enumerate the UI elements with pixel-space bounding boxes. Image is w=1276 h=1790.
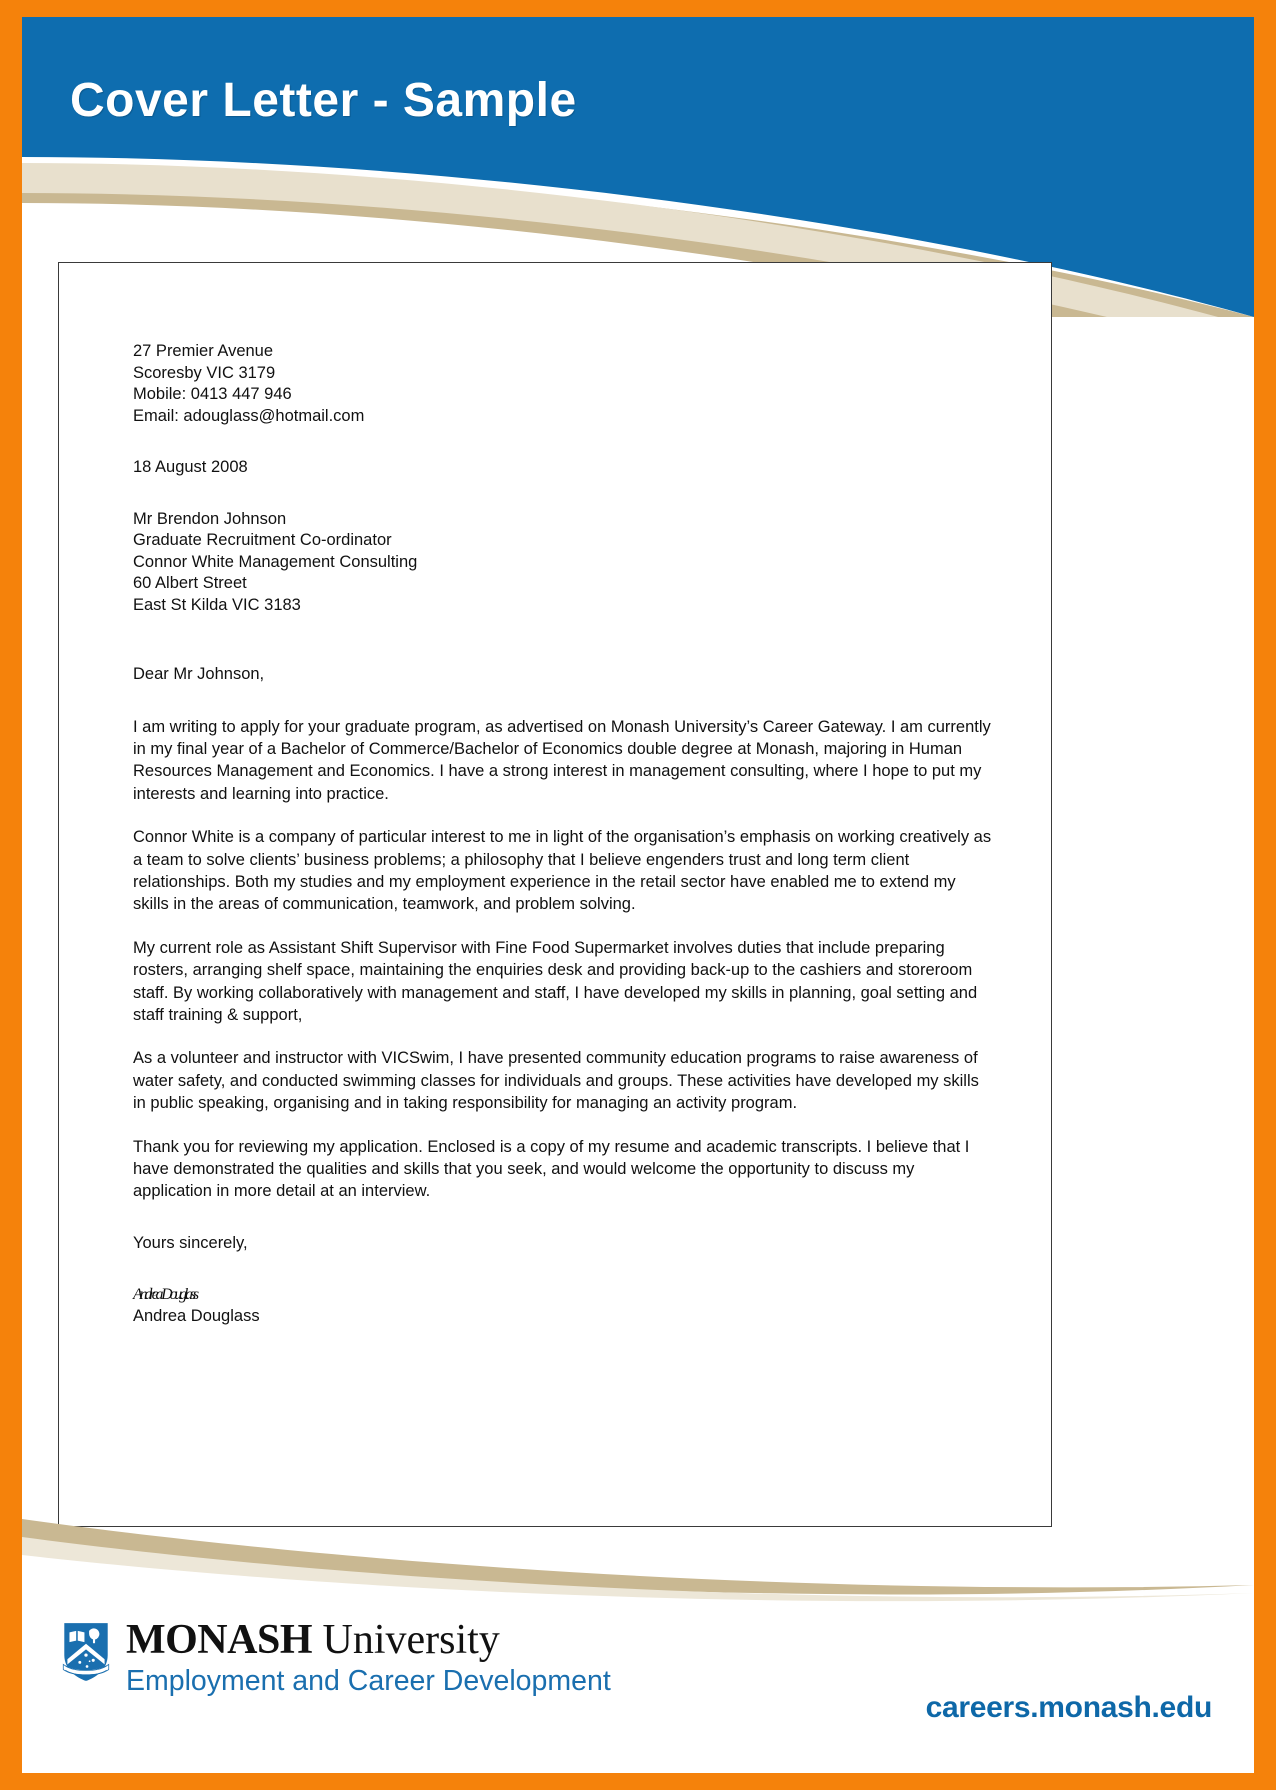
letter-paragraph: As a volunteer and instructor with VICSwim, I have presented community education programs to raise awareness of water safety, and conducted swimming classes for individuals and groups. These activities have developed my skills in public speaking, organising and in taking responsibility for managing an activity program.	[133, 1049, 979, 1113]
spacer	[133, 686, 995, 716]
spacer	[133, 1254, 995, 1284]
page-title: Cover Letter - Sample	[70, 74, 577, 127]
spacer	[133, 1026, 995, 1047]
monash-logo	[60, 1617, 611, 1697]
signature-name: Andrea Douglass	[133, 1306, 260, 1325]
recipient-address-line: 60 Albert Street	[133, 574, 247, 592]
letter-paragraph: My current role as Assistant Shift Supervisor with Fine Food Supermarket involves duties that include preparing rosters, arranging shelf space, maintaining the enquiries desk and providing back-up to the cashiers and storeroom staff. By working collaboratively with management and staff, I have developed my skills in planning, goal setting and staff training & support,	[133, 938, 978, 1024]
sender-address-line: Scoresby VIC 3179	[133, 363, 276, 382]
letter-body-box	[58, 262, 1052, 1527]
monash-wordmark	[126, 1617, 611, 1697]
letter-date: 18 August 2008	[133, 458, 248, 476]
sender-address-line: Email: adouglass@hotmail.com	[133, 406, 365, 425]
sender-address-line: 27 Premier Avenue	[133, 342, 274, 360]
recipient-address-line: Graduate Recruitment Co-ordinator	[133, 531, 392, 549]
monash-crest-icon	[60, 1621, 112, 1683]
spacer	[133, 479, 995, 509]
spacer	[133, 427, 995, 457]
letter-paragraph: Connor White is a company of particular interest to me in light of the organisation’s emphasis on working creatively as a team to solve clients’ business problems; a philosophy that I believe engenders trust and long term client relationships. Both my studies and my employment experience in the retail sector have enabled me to extend my skills in the areas of communication, teamwork, and problem solving.	[133, 828, 992, 914]
sender-address-block	[133, 341, 995, 427]
careers-url-link[interactable]: careers.monash.edu	[925, 1691, 1212, 1724]
recipient-address-line: Connor White Management Consulting	[133, 552, 418, 571]
spacer	[133, 805, 995, 826]
sender-address-line: Mobile: 0413 447 946	[133, 385, 292, 403]
letter-closing: Yours sincerely,	[133, 1233, 248, 1252]
spacer	[133, 616, 995, 664]
wordmark-university: University	[312, 1617, 500, 1663]
letter-content	[133, 341, 995, 1327]
page-footer	[22, 1617, 1254, 1757]
spacer	[133, 916, 995, 937]
letter-paragraph: I am writing to apply for your graduate program, as advertised on Monash University’s Career Gateway. I am currently in my final year of a Bachelor of Commerce/Bachelor of Economics double degree at Monash, majoring in Human Resources Management and Economics. I have a strong interest in management consulting, where I hope to put my interests and learning into practice.	[133, 717, 991, 803]
signature-script: Andrea Douglass	[133, 1286, 196, 1304]
recipient-address-block	[133, 509, 995, 617]
spacer	[133, 1203, 995, 1233]
wordmark-monash: MONASH	[126, 1617, 312, 1663]
spacer	[133, 1115, 995, 1136]
monash-tagline: Employment and Career Development	[126, 1665, 611, 1697]
recipient-address-line: East St Kilda VIC 3183	[133, 595, 301, 614]
page-canvas	[22, 17, 1254, 1773]
salutation: Dear Mr Johnson,	[133, 665, 265, 683]
monash-wordmark-line	[126, 1617, 611, 1663]
letter-paragraph: Thank you for reviewing my application. Enclosed is a copy of my resume and academic transcripts. I believe that I have demonstrated the qualities and skills that you seek, and would welcome the opportunity to discuss my application in more detail at an interview.	[133, 1137, 970, 1201]
recipient-address-line: Mr Brendon Johnson	[133, 509, 287, 528]
